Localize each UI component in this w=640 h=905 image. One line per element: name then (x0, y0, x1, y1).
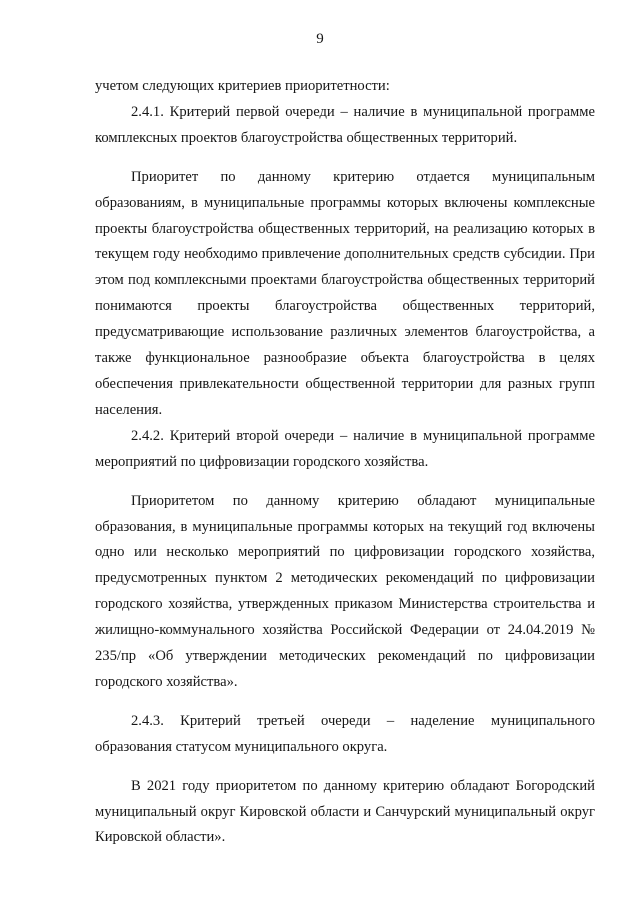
paragraph-criterion-1: 2.4.1. Критерий первой очереди – наличие в муниципальной программе комплексных проектов благоустройства общественных территорий. (95, 103, 595, 146)
paragraph-criterion-2: 2.4.2. Критерий второй очереди – наличие в муниципальной программе мероприятий по цифровизации городского хозяйства. (95, 427, 595, 470)
paragraph-criterion-3-detail: В 2021 году приоритетом по данному критерию обладают Богородский муниципальный округ Кировской области и Санчурский муниципальный округ Кировской области». (95, 777, 595, 846)
paragraph-criterion-3: 2.4.3. Критерий третьей очереди – наделение муниципального образования статусом муниципального округа. (95, 712, 595, 755)
paragraph-criterion-2-detail: Приоритетом по данному критерию обладают муниципальные образования, в муниципальные программы которых на текущий год включены одно или несколько мероприятий по цифровизации городского хозяйства, предусмотренных пунктом 2 методических рекомендаций по цифровизации городского хозяйства, утвержденных приказом Министерства строительства и жилищно-коммунального хозяйства Российской Федерации от 24.04.2019 № 235/пр «Об утверждении методических рекомендаций по цифровизации городского хозяйства». (95, 492, 595, 690)
paragraph-continuation: учетом следующих критериев приоритетности: (95, 78, 390, 94)
page-number: 9 (316, 31, 324, 47)
paragraph-criterion-1-detail: Приоритет по данному критерию отдается муниципальным образованиям, в муниципальные программы которых включены комплексные проекты благоустройства общественных территорий, на реализацию которых в текущем году необходимо привлечение дополнительных средств субсидии. При этом под комплексными проектами благоустройства общественных территорий понимаются проекты благоустройства общественных территорий, предусматривающие использование различных элементов благоустройства, а также функциональное разнообразие объекта благоустройства в целях обеспечения привлекательности общественной территории для разных групп населения. (95, 168, 595, 418)
document-body (95, 74, 595, 851)
